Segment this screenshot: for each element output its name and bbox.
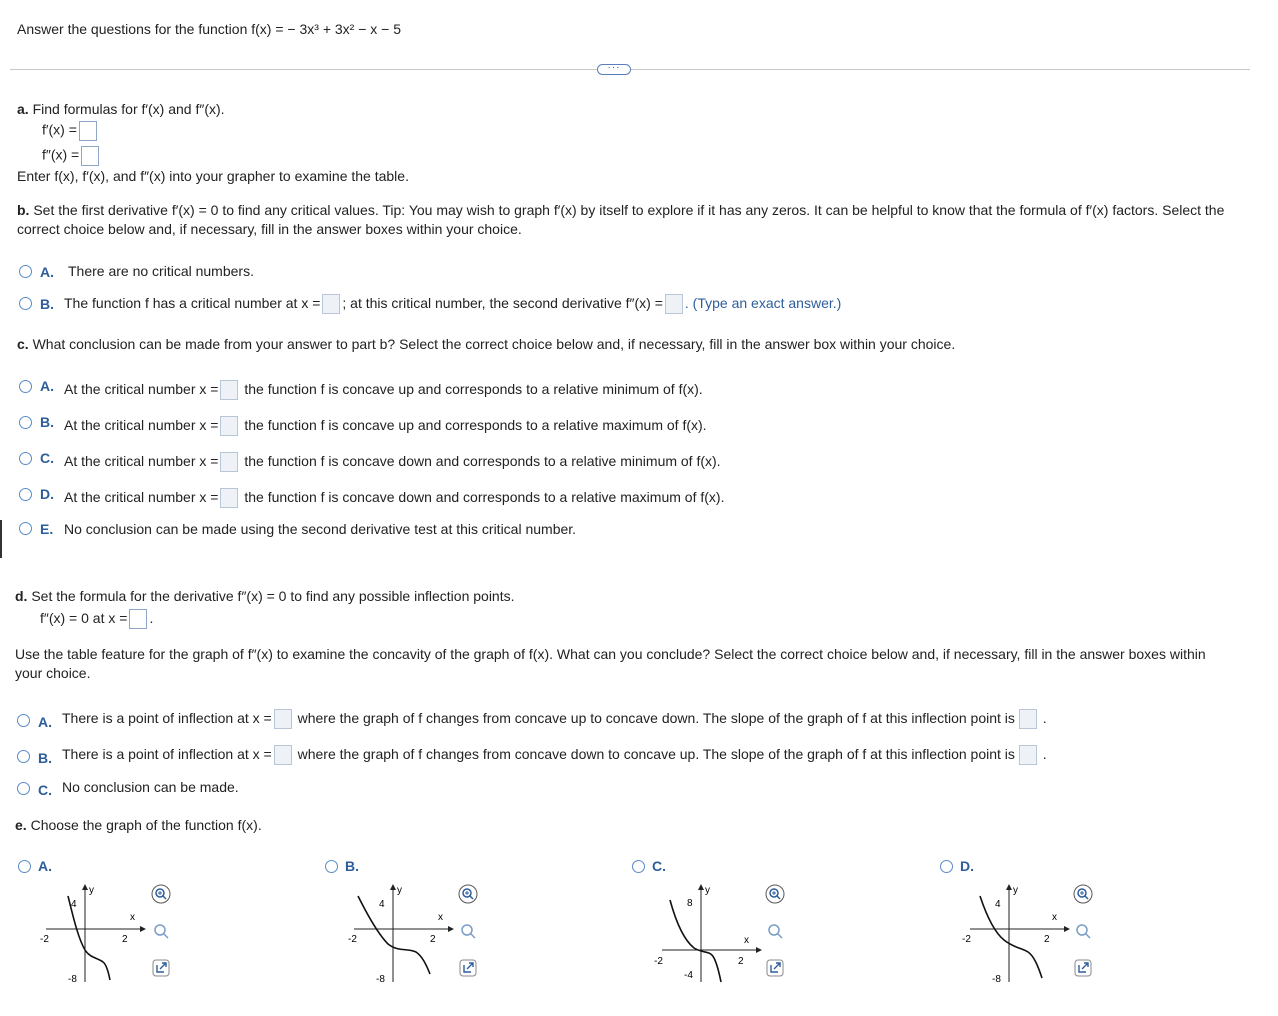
part-e-option-a-label: A. [38,858,52,874]
fdouble-row: f″(x) = [42,146,101,166]
part-c-option-b-text: At the critical number x = the function f is concave up and corresponds to a relative maximum of f(x). [64,414,707,436]
graph-b-open-new-icon[interactable] [458,958,478,978]
question-prompt [17,21,401,37]
hint-text: . (Type an exact answer.) [684,295,842,311]
inflection-equation-row: f″(x) = 0 at x = . [40,607,153,629]
critical-number-input[interactable] [322,294,340,314]
part-c-option-e-text: No conclusion can be made using the second derivative test at this critical number. [64,521,577,537]
part-b-option-a-label: A. [40,264,54,280]
graph-d-ybottom-label: -8 [992,974,1001,985]
graph-d-curve [980,896,1042,978]
graph-a-x-arrow [140,926,146,932]
part-d-option-c-radio[interactable] [17,782,30,795]
part-d-option-c-text: No conclusion can be made. [62,779,239,795]
graph-c-ybottom-label: -4 [684,970,693,981]
graph-c-xright-label: 2 [738,956,744,967]
graph-a-y-arrow [82,884,88,890]
part-d-option-b-label: B. [38,750,52,766]
graph-b [336,878,456,988]
part-c-option-c-radio[interactable] [19,452,32,465]
part-e-option-c-label: C. [652,858,666,874]
part-c-option-a-radio[interactable] [19,380,32,393]
part-d-option-b-text: There is a point of inflection at x = where the graph of f changes from concave down to concave up. The slope of the graph of f at this inflection point is . [62,743,1047,765]
graph-a-zoom-in-icon[interactable] [151,884,171,904]
part-e-option-c-radio[interactable] [632,860,645,873]
inflection-x-input[interactable] [129,609,147,629]
graph-d [952,878,1072,988]
part-d-option-b-slope-input[interactable] [1019,745,1037,765]
graph-c-ytop-label: 8 [687,898,693,909]
expand-ellipsis-button[interactable]: ··· [597,64,631,75]
graph-a-y-letter: y [89,885,94,896]
part-c-option-c-input[interactable] [220,452,238,472]
part-c-option-d-text: At the critical number x = the function f is concave down and corresponds to a relative maximum of f(x). [64,486,724,508]
part-d-option-c-label: C. [38,782,52,798]
graph-d-zoom-out-icon[interactable] [1073,921,1093,941]
part-b-option-b-radio[interactable] [19,297,32,310]
part-c-option-b-label: B. [40,414,54,430]
part-c-option-d-label: D. [40,486,54,502]
graph-b-curve [358,896,430,974]
graph-b-zoom-in-icon[interactable] [458,884,478,904]
part-d-option-a-slope-input[interactable] [1019,709,1037,729]
graph-b-x-letter: x [438,912,443,923]
part-b-heading-2: correct choice below and, if necessary, fill in the answer boxes within your choice. [17,221,522,237]
left-margin-marker [0,520,2,558]
graph-a-zoom-out-icon[interactable] [151,921,171,941]
part-b-option-a-text: There are no critical numbers. [68,263,254,279]
graph-b-zoom-out-icon[interactable] [458,921,478,941]
graph-a-xright-label: 2 [122,934,128,945]
graph-d-y-letter: y [1013,885,1018,896]
part-d-instructions: Use the table feature for the graph of f″(x) to examine the concavity of the graph of f(x). What can you conclude? Select the correct choice below and, if necessary, fill in the answer boxes within [15,646,1206,662]
graph-a-ybottom-label: -8 [68,974,77,985]
second-derivative-value-input[interactable] [665,294,683,314]
graph-d-ytop-label: 4 [995,899,1001,910]
part-c-option-a-input[interactable] [220,380,238,400]
part-d-heading: d. Set the formula for the derivative f″(x) = 0 to find any possible inflection points. [15,588,515,604]
graph-d-open-new-icon[interactable] [1073,958,1093,978]
graph-c-curve [670,900,721,982]
part-c-option-a-text: At the critical number x = the function f is concave up and corresponds to a relative minimum of f(x). [64,378,703,400]
part-d-option-a-text: There is a point of inflection at x = where the graph of f changes from concave up to concave down. The slope of the graph of f at this inflection point is . [62,707,1047,729]
part-b-option-b-text: The function f has a critical number at x = ; at this critical number, the second derivative f″(x) = . (Type an exact answer.) [64,292,841,314]
part-d-instructions-2: your choice. [15,665,91,681]
graph-b-ybottom-label: -8 [376,974,385,985]
part-b-heading: b. Set the first derivative f′(x) = 0 to find any critical values. Tip: You may wish to graph f′(x) by itself to explore if it has any zeros. It can be helpful to know that the formula of f′(x) factors. Select the [17,202,1225,218]
part-d-option-a-x-input[interactable] [274,709,292,729]
part-d-option-a-label: A. [38,714,52,730]
fprime-input[interactable] [79,121,97,141]
part-e-option-b-label: B. [345,858,359,874]
part-c-option-c-text: At the critical number x = the function f is concave down and corresponds to a relative minimum of f(x). [64,450,721,472]
graph-c-xleft-label: -2 [654,956,663,967]
part-c-option-a-label: A. [40,378,54,394]
graph-b-xright-label: 2 [430,934,436,945]
graph-a-open-new-icon[interactable] [151,958,171,978]
part-a-heading: a. Find formulas for f′(x) and f″(x). [17,101,225,117]
graph-b-xleft-label: -2 [348,934,357,945]
graph-a-xleft-label: -2 [40,934,49,945]
part-d-option-b-radio[interactable] [17,750,30,763]
part-e-option-d-label: D. [960,858,974,874]
part-c-option-c-label: C. [40,450,54,466]
fdouble-input[interactable] [81,146,99,166]
graph-c-x-letter: x [744,935,749,946]
part-a-note: Enter f(x), f′(x), and f″(x) into your grapher to examine the table. [17,168,409,184]
graph-d-zoom-in-icon[interactable] [1073,884,1093,904]
graph-d-xright-label: 2 [1044,934,1050,945]
part-b-option-a-radio[interactable] [19,265,32,278]
graph-c-open-new-icon[interactable] [765,958,785,978]
fprime-row: f′(x) = [42,121,99,141]
part-c-option-b-radio[interactable] [19,416,32,429]
part-c-option-e-label: E. [40,521,54,537]
graph-a-x-letter: x [130,912,135,923]
part-d-option-a-radio[interactable] [17,714,30,727]
part-c-heading: c. What conclusion can be made from your answer to part b? Select the correct choice below and, if necessary, fill in the answer box within your choice. [17,336,956,352]
part-c-option-e-radio[interactable] [19,522,32,535]
part-e-option-b-radio[interactable] [325,860,338,873]
part-e-option-d-radio[interactable] [940,860,953,873]
part-d-option-b-x-input[interactable] [274,745,292,765]
graph-a-ytop-label: 4 [71,899,77,910]
graph-c-zoom-out-icon[interactable] [765,921,785,941]
function-definition: Answer the questions for the function f(x) = − 3x³ + 3x² − x − 5 [17,21,402,37]
graph-c-y-letter: y [705,885,710,896]
graph-d-xleft-label: -2 [962,934,971,945]
part-c-option-b-input[interactable] [220,416,238,436]
graph-a [28,878,148,988]
graph-c [644,878,764,988]
part-c-option-d-radio[interactable] [19,488,32,501]
graph-c-zoom-in-icon[interactable] [765,884,785,904]
part-b-option-b-label: B. [40,296,54,312]
graph-b-ytop-label: 4 [379,899,385,910]
part-e-option-a-radio[interactable] [18,860,31,873]
graph-b-y-letter: y [397,885,402,896]
part-c-option-d-input[interactable] [220,488,238,508]
graph-d-x-letter: x [1052,912,1057,923]
part-e-heading: e. Choose the graph of the function f(x). [15,817,262,833]
